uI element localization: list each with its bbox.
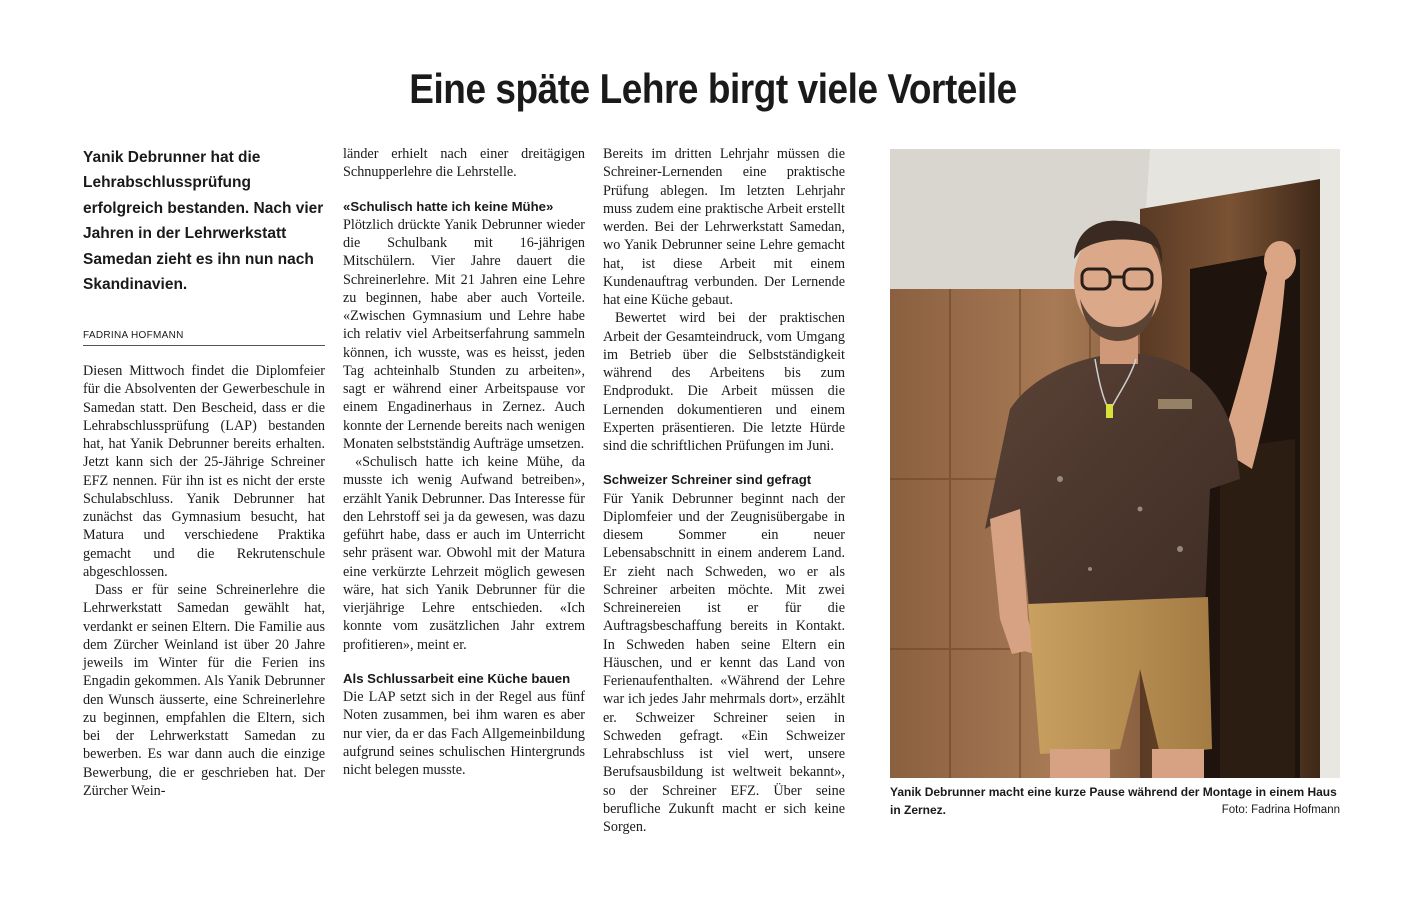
photo-caption [890,783,1340,819]
article-photo [890,149,1340,778]
article-column-3 [603,145,845,836]
author-byline: FADRINA HOFMANN [83,329,325,346]
subheading: «Schulisch hatte ich keine Mühe» [343,198,554,214]
paragraph: Dass er für seine Schreinerlehre die Lehrwerkstatt Samedan gewählt hat, verdankt er seinen Eltern. Die Familie aus dem Zürcher Weinland ist über 20 Jahre jeweils im Winter für die Ferien ins Engadin gekommen. Als Yanik Debrunner den Wunsch äusserte, eine Schreinerlehre zu beginnen, empfahlen die Eltern, sich bei der Lehrwerkstatt Samedan zu bewerben. Es war dann auch die einzige Bewerbung, die er geschrieben hat. Der Zürcher Wein- [83,582,325,799]
subheading: Schweizer Schreiner sind gefragt [603,472,812,488]
article-column-2 [343,145,585,779]
paragraph: Bewertet wird bei der praktischen Arbeit der Gesamteindruck, vom Umgang im Betrieb über die Selbstständigkeit während des Arbeitens bis zum Endprodukt. Die Arbeit müssen die Lernenden dokumentieren und einem Experten präsentieren. Die letzte Hürde sind die schriftlichen Prüfungen im Juni. [603,310,845,454]
article-column-1 [83,362,325,800]
headline: Eine späte Lehre birgt viele Vorteile [409,65,1017,112]
paragraph: Bereits im dritten Lehrjahr müssen die Schreiner-Lernenden eine praktische Prüfung ablegen. Im letzten Lehrjahr muss zudem eine praktische Arbeit erstellt werden. Bei der Lehrwerkstatt Samedan, wo Yanik Debrunner seine Lehre gemacht hat, ist diese Arbeit mit einem Kundenauftrag verbunden. Der Lernende hat eine Küche gebaut. [603,146,845,308]
paragraph: Diesen Mittwoch findet die Diplomfeier für die Absolventen der Gewerbeschule in Samedan statt. Den Bescheid, dass er die Lehrabschlussprüfung (LAP) bestanden hat, hat Yanik Debrunner bereits erhalten. Jetzt kann sich der 25-Jährige Schreiner EFZ nennen. Für ihn ist es nicht der erste Schulabschluss. Yanik Debrunner hat zunächst das Gymnasium besucht, hat Matura und verschiedene Praktika gemacht und die Rekrutenschule abgeschlossen. [83,363,325,580]
article-lead: Yanik Debrunner hat die Lehrabschlussprüfung erfolgreich bestanden. Nach vier Jahren in der Lehrwerkstatt Samedan zieht es ihn nun nach Skandinavien. [83,149,324,294]
paragraph: Die LAP setzt sich in der Regel aus fünf Noten zusammen, bei ihm waren es aber nur vier, da er das Fach Allgemeinbildung aufgrund seines schulischen Hintergrunds nicht belegen musste. [343,689,585,778]
paragraph: Für Yanik Debrunner beginnt nach der Diplomfeier und der Zeugnisübergabe in diesem Sommer ein neuer Lebensabschnitt in einem anderem Land. Er zieht nach Schweden, wo er als Schreiner arbeiten möchte. Mit zwei Schreinereien ist er für die Auftragsbeschaffung bereits in Kontakt. In Schweden haben seine Eltern ein Häuschen, und er kennt das Land von Ferienaufenthalten. «Während der Lehre war ich jedes Jahr mehrmals dort», erzählt er. Schweizer Schreiner seien in Schweden gefragt. «Ein Schweizer Lehrabschluss ist viel wert, unsere Berufsausbildung ist weltweit bekannt», so der Schreiner EFZ. Über seine berufliche Zukunft macht er sich keine Sorgen. [603,490,845,835]
caption-text: Yanik Debrunner macht eine kurze Pause während der Montage in einem Haus in Zernez. [890,785,1337,817]
paragraph: Plötzlich drückte Yanik Debrunner wieder die Schulbank mit 16-jährigen Mitschülern. Vier Jahre dauert die Schreinerlehre. Mit 21 Jahren eine Lehre zu beginnen, habe aber auch Vorteile. «Zwischen Gymnasium und Lehre habe ich relativ viel Arbeitserfahrung sammeln können, ich wusste, was es heisst, jeden Tag achteinhalb Stunden zu arbeiten», sagt er während einer Arbeitspause vor einem Engadinerhaus in Zernez. Auch konnte der Lernende bereits nach wenigen Monaten selbstständig Aufträge umsetzen. [343,216,585,452]
paragraph: länder erhielt nach einer dreitägigen Schnupperlehre die Lehrstelle. [343,146,585,181]
photo-credit: Foto: Fadrina Hofmann [1221,804,1340,816]
paragraph: «Schulisch hatte ich keine Mühe, da musste ich wenig Aufwand betreiben», erzählt Yanik Debrunner. Das Interesse für den Lehrstoff sei ja da gewesen, was dazu geführt habe, dass er auch im Unterricht sehr präsent war. Obwohl mit der Matura eine verkürzte Lehrzeit möglich gewesen wäre, hat sich Yanik Debrunner für die vierjährige Lehre entschieden. «Ich konnte vom zusätzlichen Jahr extrem profitieren», meint er. [343,454,585,653]
subheading: Als Schlussarbeit eine Küche bauen [343,670,571,686]
